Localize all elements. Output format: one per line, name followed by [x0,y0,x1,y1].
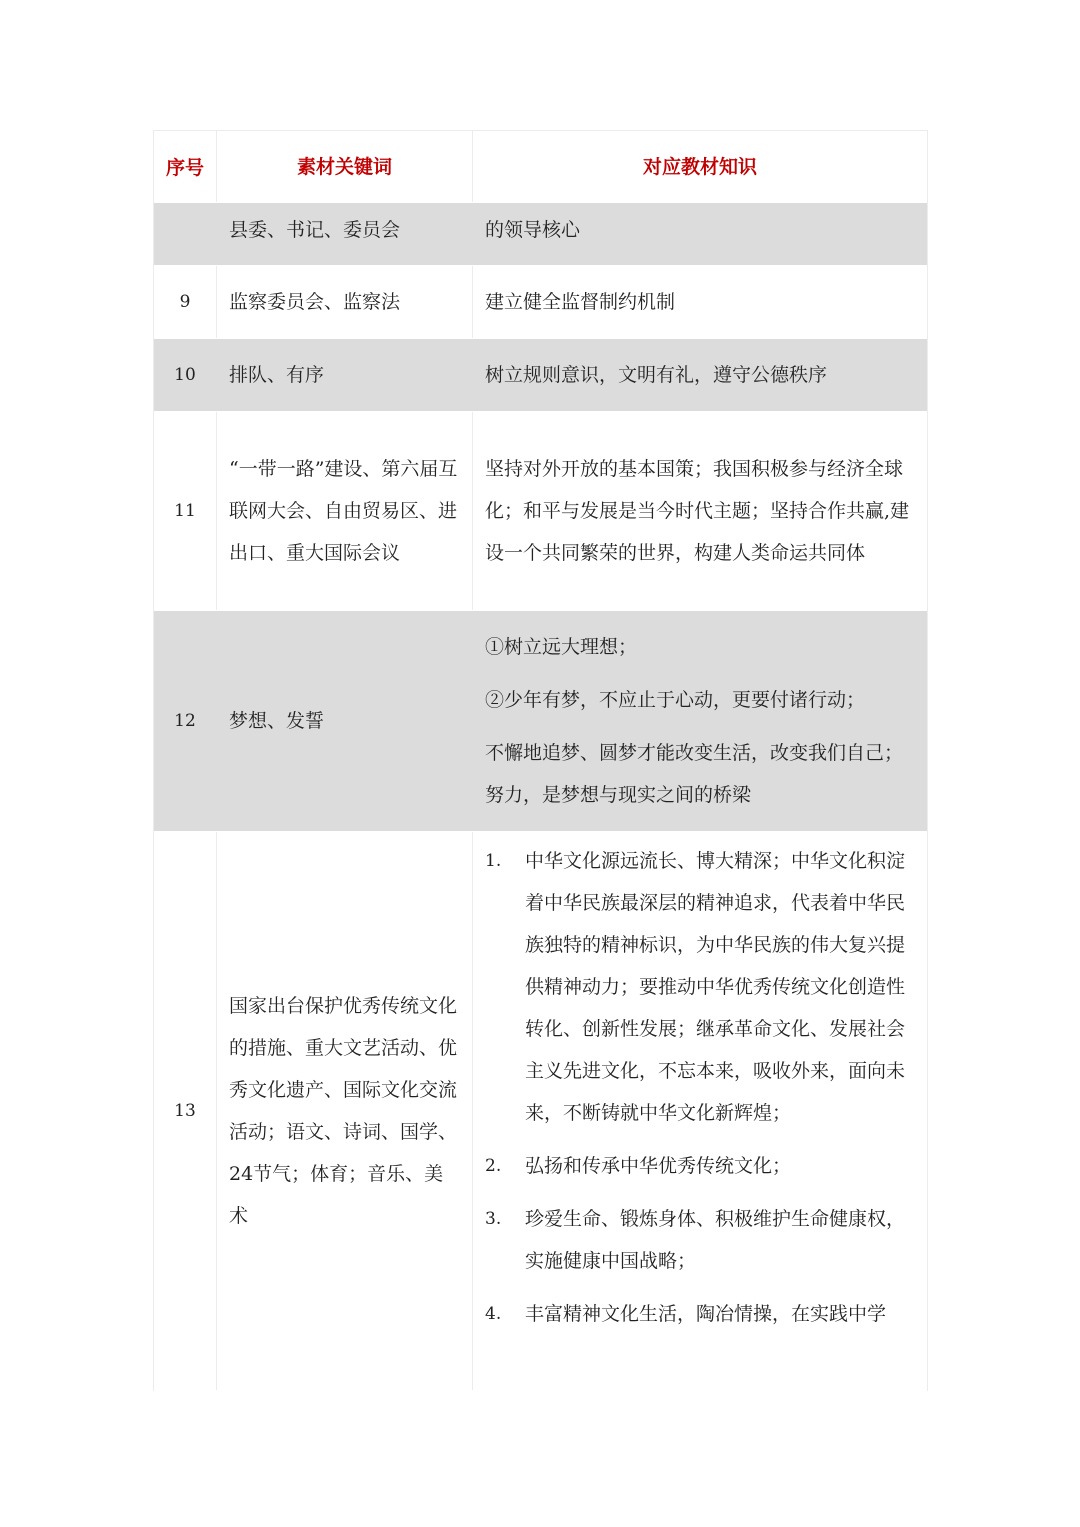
table-row [154,832,927,1391]
list-text: 中华文化源远流长、博大精深；中华文化积淀着中华民族最深层的精神追求，代表着中华民族独特的精神标识，为中华民族的伟大复兴提供精神动力；要推动中华优秀传统文化创造性转化、创新性发展；继承革命文化、发展社会主义先进文化，不忘本来，吸收外来，面向未来，不断铸就中华文化新辉煌； [525,850,906,1124]
list-text: 珍爱生命、锻炼身体、积极维护生命健康权，实施健康中国战略； [525,1208,906,1272]
row-number: 13 [174,1101,196,1121]
list-number: 2. [485,1156,502,1176]
row-knowledge: 的领导核心 [472,203,927,265]
knowledge-table [153,130,928,1391]
list-item [485,1198,915,1282]
row-keywords: 梦想、发誓 [216,611,472,831]
knowledge-list [485,840,915,1335]
table-row [154,412,927,611]
row-number [154,203,216,265]
list-item [485,1293,915,1335]
table-header-row [154,131,927,203]
table-row [154,203,927,266]
knowledge-line: 不懈地追梦、圆梦才能改变生活，改变我们自己；努力，是梦想与现实之间的桥梁 [485,742,904,806]
row-knowledge [472,832,927,1390]
row-knowledge: 坚持对外开放的基本国策；我国积极参与经济全球化；和平与发展是当今时代主题；坚持合作共赢,建设一个共同繁荣的世界，构建人类命运共同体 [472,412,927,610]
list-item [485,1145,915,1187]
row-number: 11 [174,501,196,521]
row-number: 9 [179,292,191,312]
row-knowledge [472,611,927,831]
table-row [154,611,927,832]
list-text: 弘扬和传承中华优秀传统文化； [525,1155,792,1177]
knowledge-line: ①树立远大理想； [485,636,638,658]
table-row [154,339,927,412]
row-keywords: 排队、有序 [216,339,472,411]
row-number: 10 [174,365,196,385]
list-number: 3. [485,1209,502,1229]
header-cell-keywords: 素材关键词 [216,131,472,202]
list-item [485,840,915,1134]
list-number: 4. [485,1304,502,1324]
row-keywords: “一带一路”建设、第六届互联网大会、自由贸易区、进出口、重大国际会议 [216,412,472,610]
table-row [154,266,927,339]
header-cell-number: 序号 [165,157,204,179]
row-number: 12 [174,711,196,731]
knowledge-line: ②少年有梦，不应止于心动，更要付诸行动； [485,689,866,711]
row-keywords: 县委、书记、委员会 [216,203,472,265]
row-knowledge: 建立健全监督制约机制 [472,266,927,338]
list-text: 丰富精神文化生活，陶冶情操，在实践中学 [525,1303,887,1325]
list-number: 1. [485,851,502,871]
row-knowledge: 树立规则意识，文明有礼，遵守公德秩序 [472,339,927,411]
row-keywords: 监察委员会、监察法 [216,266,472,338]
row-keywords: 国家出台保护优秀传统文化的措施、重大文艺活动、优秀文化遗产、国际文化交流活动；语文、诗词、国学、24节气；体育；音乐、美术 [216,832,472,1390]
header-cell-knowledge: 对应教材知识 [472,131,927,202]
